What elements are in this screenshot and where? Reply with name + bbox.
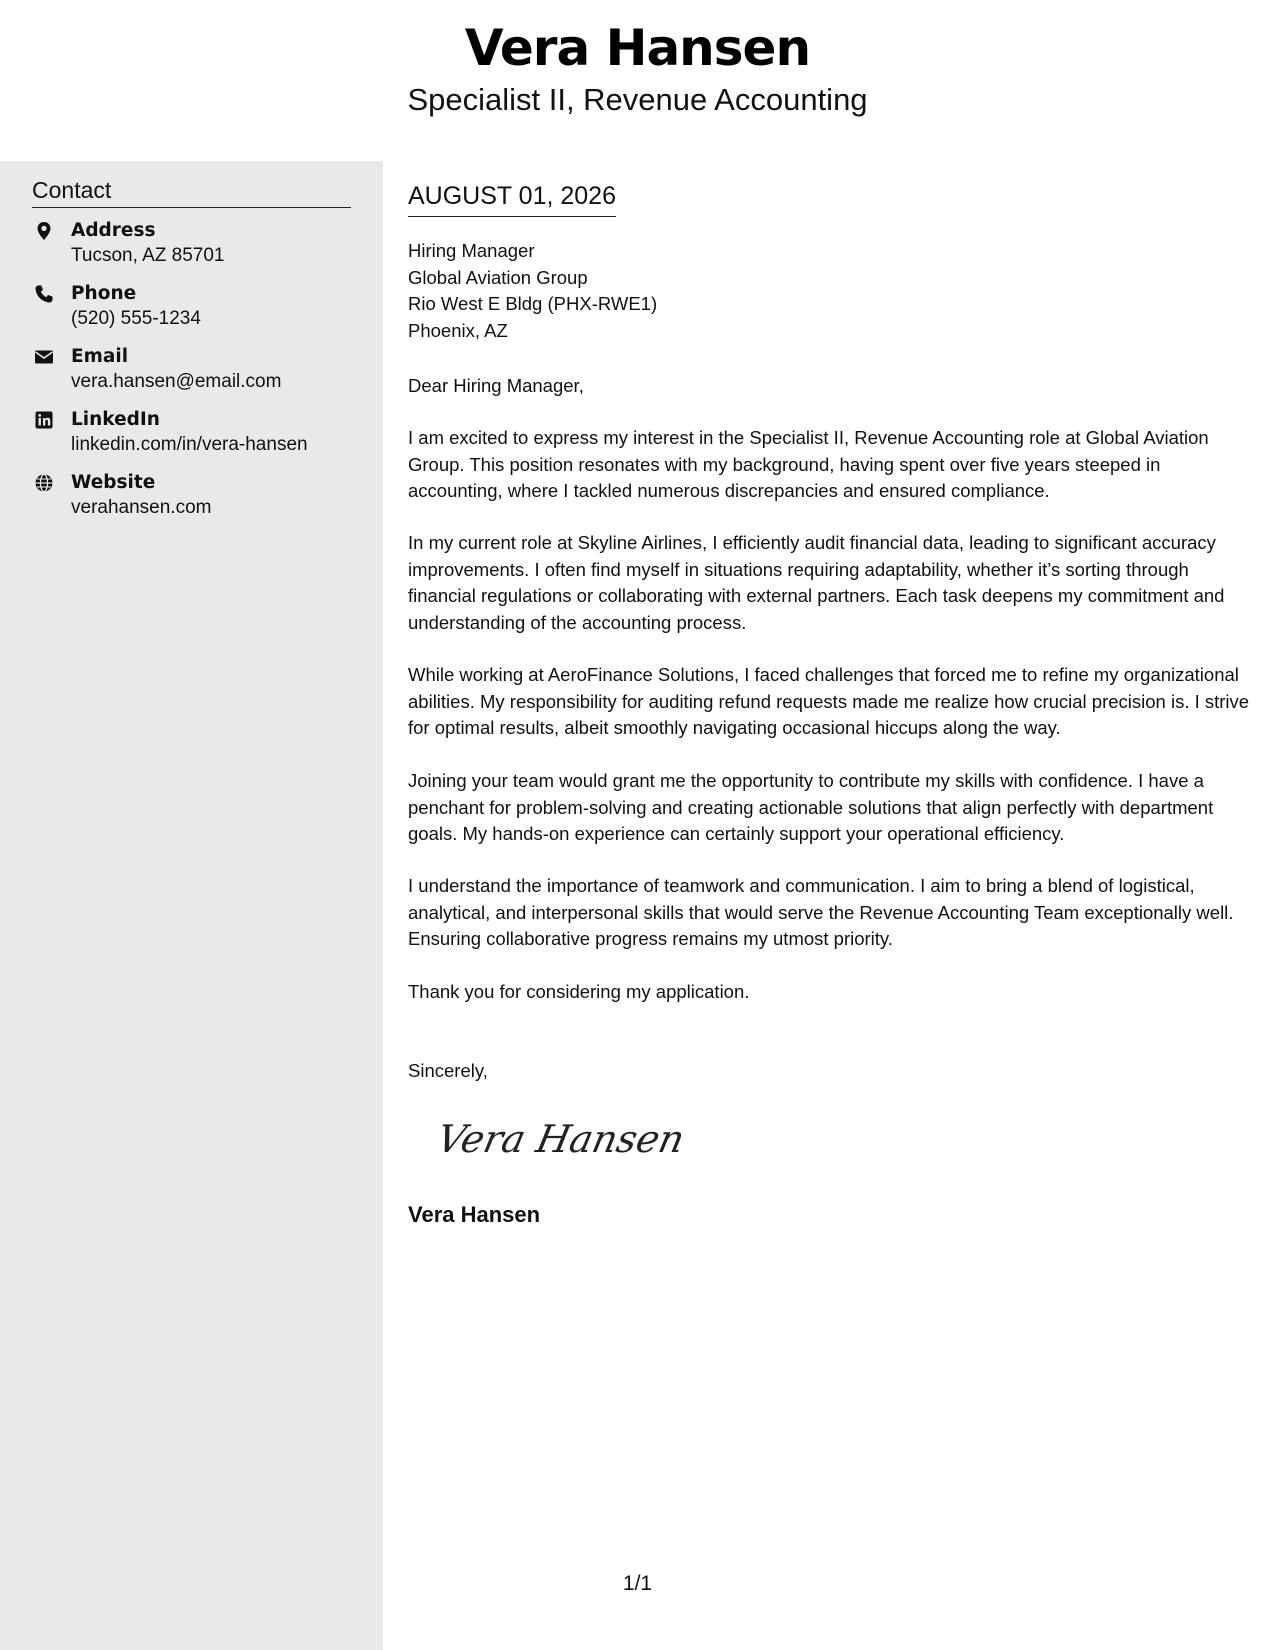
map-pin-icon	[34, 221, 54, 241]
contact-value: linkedin.com/in/vera-hansen	[71, 434, 308, 455]
contact-label: Website	[71, 472, 156, 493]
body-paragraph: In my current role at Skyline Airlines, I efficiently audit financial data, leading to significant accuracy improvements. I often find myself in situations requiring adaptability, whether it’s sorting through financial regulations or collaborating with external partners. Each task deepens my commitment and understanding of the accounting process.	[408, 532, 1225, 633]
contact-label: Email	[71, 346, 129, 367]
contact-label: Phone	[71, 283, 137, 304]
contact-label: Address	[71, 220, 156, 241]
contact-value: verahansen.com	[71, 497, 212, 518]
body-paragraph: I understand the importance of teamwork and communication. I aim to bring a blend of logistical, analytical, and interpersonal skills that would serve the Revenue Accounting Team exceptionally well. Ensuring collaborative progress remains my utmost priority.	[408, 875, 1234, 949]
contact-value: vera.hansen@email.com	[71, 371, 282, 392]
letter-date: AUGUST 01, 2026	[408, 180, 616, 217]
contact-heading: Contact	[32, 175, 351, 208]
signer-name: Vera Hansen	[408, 1202, 541, 1227]
body-paragraph: Joining your team would grant me the opportunity to contribute my skills with confidence. I have a penchant for problem-solving and creating actionable solutions that align perfectly with department goals. My hands-on experience can certainly support your operational efficiency.	[408, 770, 1214, 844]
handwritten-signature	[430, 1110, 689, 1170]
closing-thanks: Thank you for considering my application.	[408, 981, 750, 1002]
recipient-block	[408, 238, 1253, 344]
page-number: 1/1	[622, 1572, 653, 1595]
letter-header	[0, 0, 1275, 161]
body-paragraph: While working at AeroFinance Solutions, I faced challenges that forced me to refine my organizational abilities. My responsibility for auditing refund requests made me realize how crucial precision is. I strive for optimal results, albeit smoothly navigating occasional hiccups along the way.	[408, 664, 1250, 738]
contact-label: LinkedIn	[71, 409, 160, 430]
envelope-icon	[34, 347, 54, 367]
recipient-line: Global Aviation Group	[408, 266, 588, 288]
recipient-line: Rio West E Bldg (PHX-RWE1)	[408, 293, 658, 314]
applicant-name: Vera Hansen	[464, 19, 811, 77]
globe-icon	[34, 473, 54, 493]
phone-icon	[34, 284, 54, 304]
recipient-line: Phoenix, AZ	[408, 319, 508, 341]
linkedin-icon	[34, 410, 54, 430]
contact-value: (520) 555-1234	[71, 308, 201, 329]
contact-value: Tucson, AZ 85701	[71, 245, 225, 266]
closing-salutation: Sincerely,	[408, 1060, 488, 1081]
applicant-title: Specialist II, Revenue Accounting	[407, 82, 868, 117]
svg-text:Vera Hansen: Vera Hansen	[432, 1117, 689, 1162]
recipient-line: Hiring Manager	[408, 240, 535, 261]
body-paragraph: I am excited to express my interest in the Specialist II, Revenue Accounting role at Global Aviation Group. This position resonates with my background, having spent over five years steeped in accounting, where I tackled numerous discrepancies and ensured compliance.	[408, 427, 1209, 501]
salutation: Dear Hiring Manager,	[408, 375, 584, 396]
